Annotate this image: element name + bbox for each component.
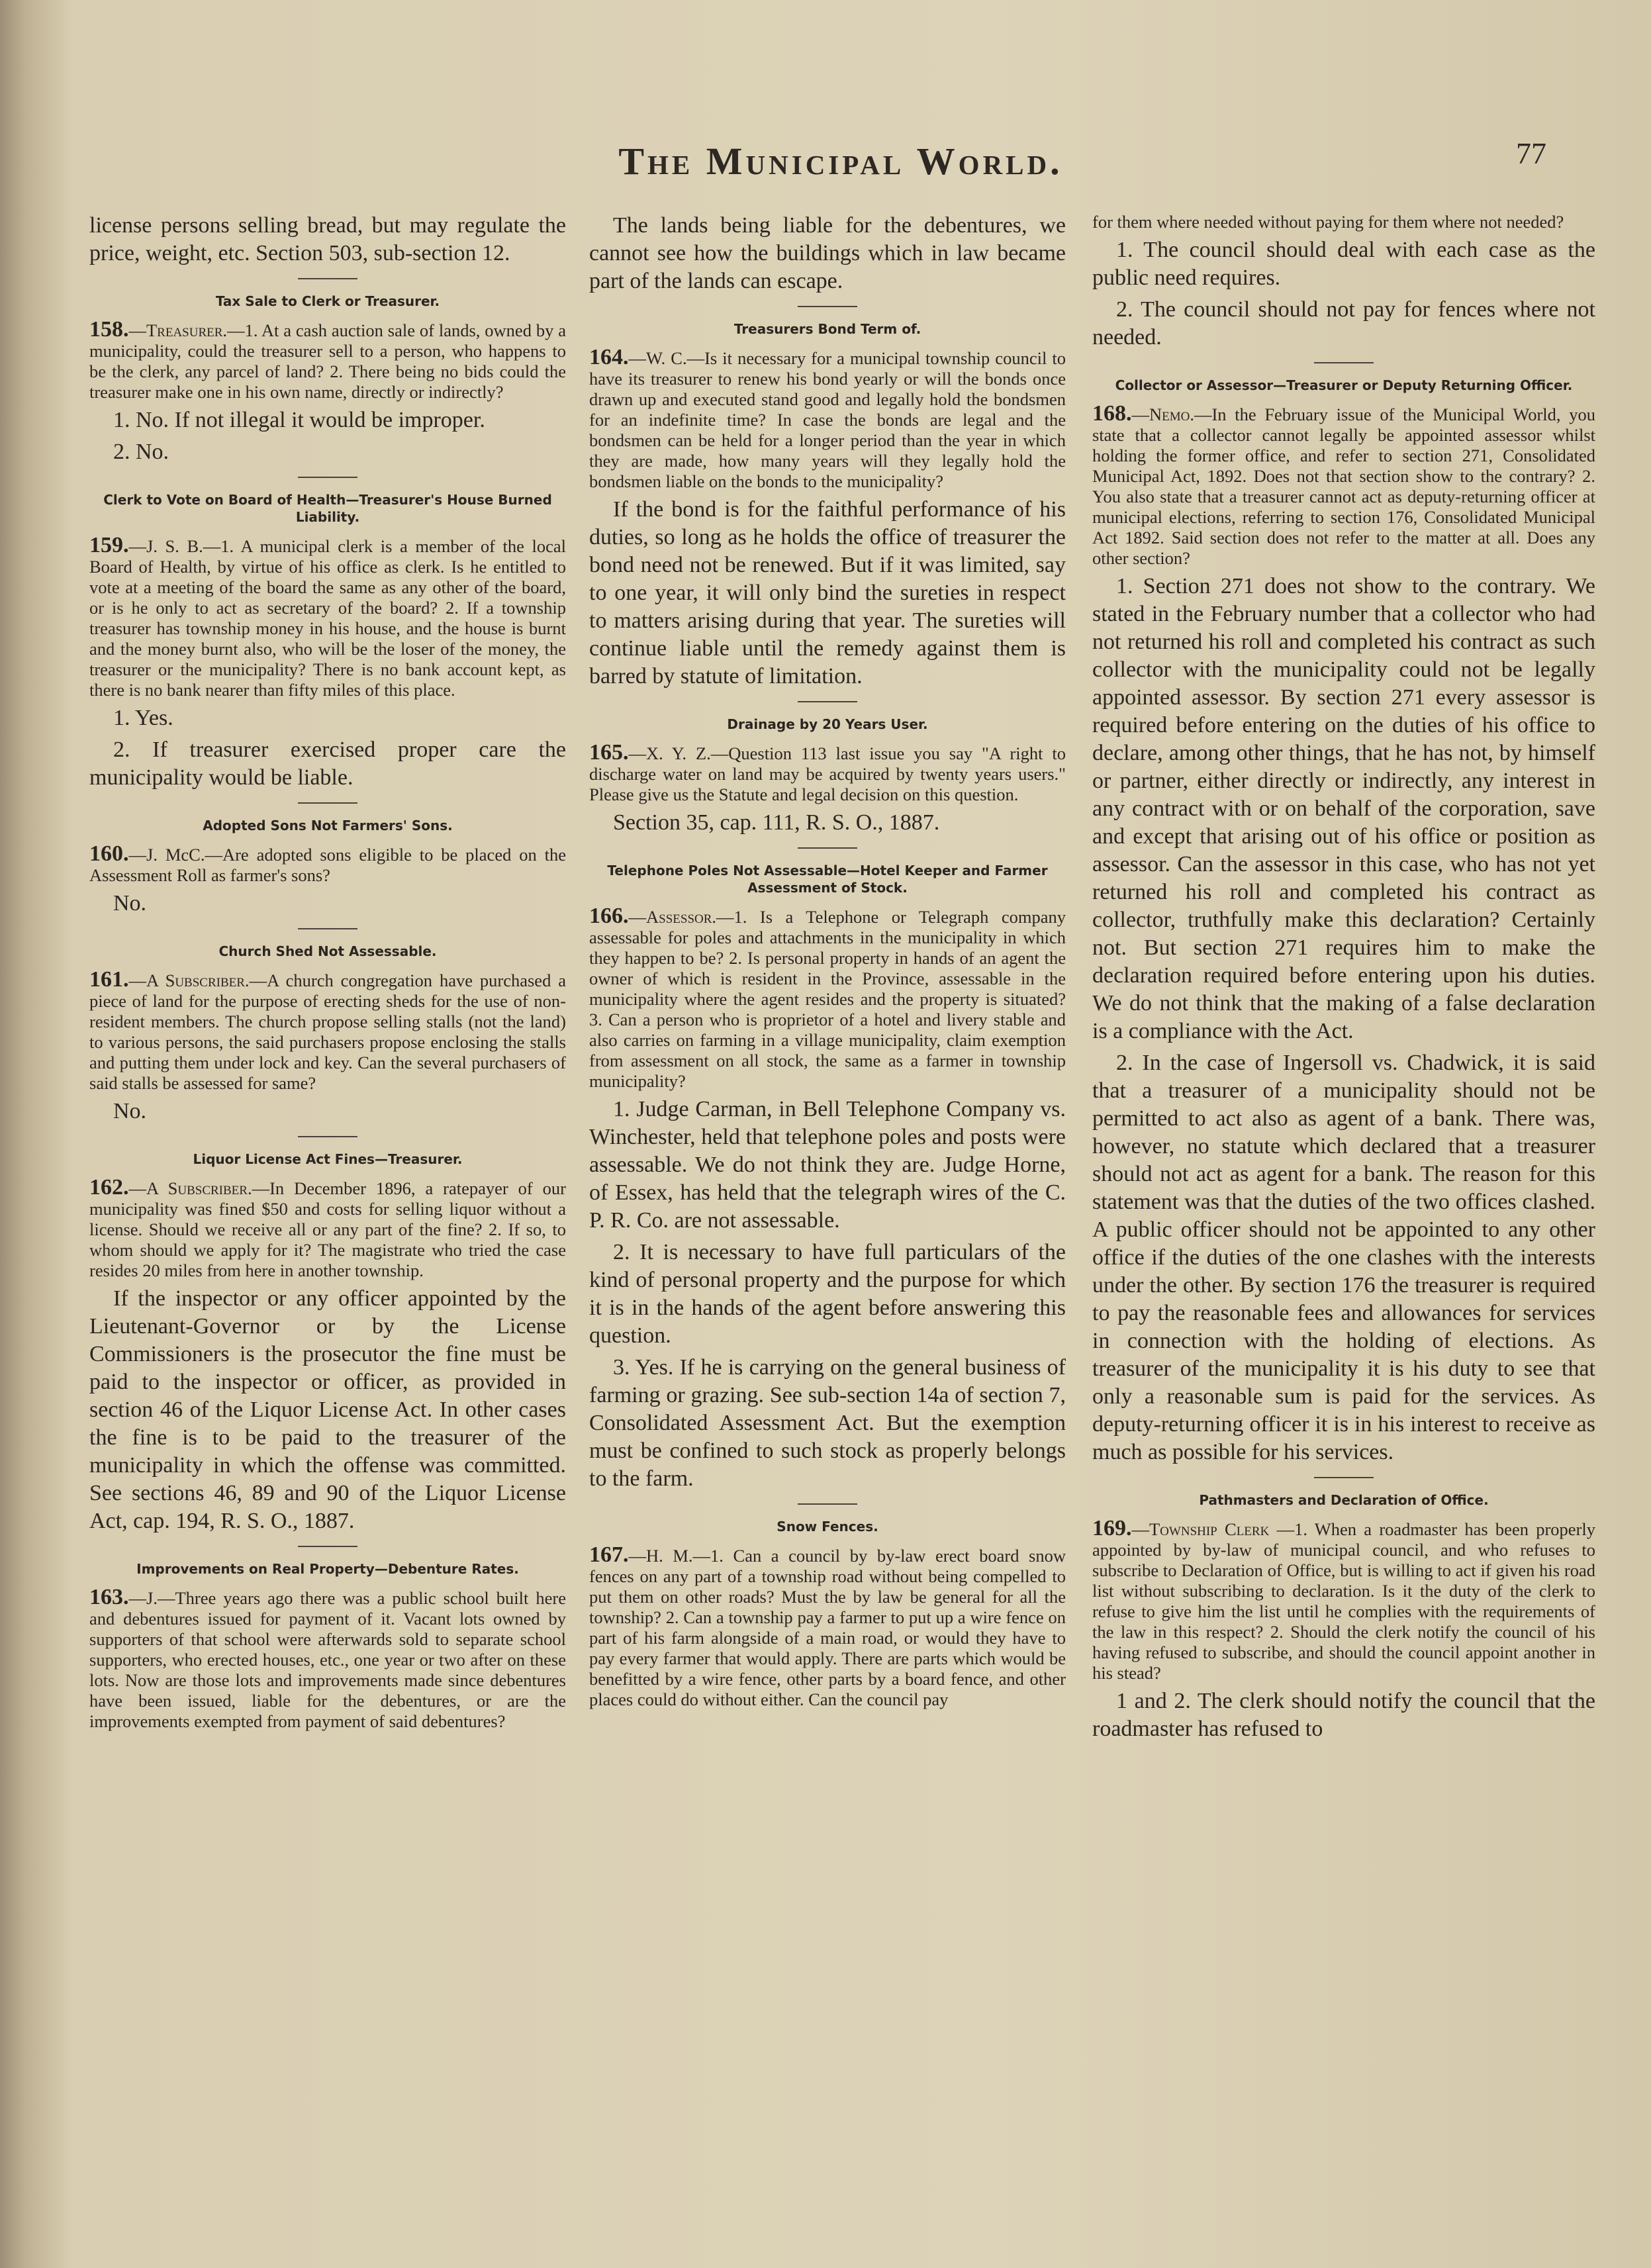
column-2 [589,212,1066,2238]
question-164 [589,347,1066,492]
answer: 1. Yes. [113,706,173,730]
question-169 [1092,1518,1595,1683]
question-text: —In December 1896, a ratepayer of our municipality was fined $50 and costs for selling liquor without a license. Should we receive all or any part of the fine? 2. If so, to whom should we apply for it? The magistrate who tried the case resides 20 miles from here in another township. [89,1178,566,1280]
column-1 [89,212,566,2238]
divider [298,278,357,279]
question-number: 164. [589,345,629,369]
section-heading: Clerk to Vote on Board of Health—Treasurer's House Burned Liability. [103,492,552,525]
question-168 [1092,403,1595,569]
question-number: 168. [1092,401,1132,426]
answer: No. [113,1099,147,1123]
divider [298,802,357,804]
question-text: —J. McC.—Are adopted sons eligible to be placed on the Assessment Roll as farmer's sons? [89,845,566,885]
section-heading: Liquor License Act Fines—Treasurer. [193,1151,463,1167]
question-162 [89,1177,566,1281]
answer: Section 35, cap. 111, R. S. O., 1887. [613,810,940,835]
answer: 1. Section 271 does not show to the contrary. We stated in the February number that a collector who had not returned his roll and completed his contract as such collector with the municipality could not be legally appointed assessor. By section 271 every assessor is required before entering on the duties of his office to declare, among other things, that he has not, by himself or partner, either directly or indirectly, any interest in any contract with or on behalf of the corporation, save and except that arising out of his office or position as assessor. Can the assessor in this case, who has not yet returned his roll and completed his contract as collector, truthfully make this declaration? Certainly not. But section 271 requires him to make the declaration required before entering upon his duties. We do not think that the making of a false declaration is a compliance with the Act. [1092,574,1595,1043]
question-author: —A Subscriber. [128,1178,252,1198]
answer: 2. It is necessary to have full particulars of the kind of personal property and the purpose for which it is in the hands of the agent before answering this question. [589,1240,1066,1348]
question-text: —X. Y. Z.—Question 113 last issue you say "A right to discharge water on land may be acquired by twenty years users." Please give us the Statute and legal decision on this question. [589,743,1066,804]
page-header-title: The Municipal World. [618,140,1063,183]
question-text: —J.—Three years ago there was a public school built here and debentures issued for payment of it. Vacant lots owned by supporters of that school were afterwards sold to separate school supporters, who erected houses, etc., one year or two after on these lots. Now are those lots and improvements made since debentures have been issued, liable for the debentures, or are the improvements exempted from payment of said debentures? [89,1588,566,1731]
question-number: 158. [89,317,129,342]
question-text: —1. At a cash auction sale of lands, owned by a municipality, could the treasurer sell to a person, who happens to be the clerk, any parcel of land? 2. There being no bids could the treasurer make one in his own name, directly or indirectly? [89,320,566,402]
section-heading: Improvements on Real Property—Debenture Rates. [136,1561,519,1577]
answer: 3. Yes. If he is carrying on the general business of farming or grazing. See sub-section 14a of section 7, Consolidated Assessment Act. But the exemption must be confined to such stock as properly belongs to the farm. [589,1355,1066,1491]
question-number: 167. [589,1542,629,1567]
section-heading: Pathmasters and Declaration of Office. [1199,1492,1489,1508]
question-author: —Nemo. [1131,404,1194,424]
answer: 1. The council should deal with each case as the public need requires. [1092,238,1595,290]
question-number: 159. [89,533,129,557]
answer: 2. If treasurer exercised proper care the municipality would be liable. [89,737,566,790]
question-163 [89,1587,566,1732]
question-number: 162. [89,1175,129,1200]
section-heading: Telephone Poles Not Assessable—Hotel Keeper and Farmer Assessment of Stock. [607,863,1048,896]
question-number: 166. [589,904,629,928]
answer: If the inspector or any officer appointed by the Lieutenant-Governor or by the License Commissioners is the prosecutor the fine must be paid to the inspector or officer, as provided in section 46 of the Liquor License Act. In other cases the fine is to be paid to the treasurer of the municipality in which the offense was committed. See sections 46, 89 and 90 of the Liquor License Act, cap. 194, R. S. O., 1887. [89,1286,566,1533]
question-161 [89,969,566,1094]
question-text: —A church congregation have purchased a piece of land for the purpose of erecting sheds for the use of non-resident members. The church propose selling stalls (not the land) to various persons, the said purchasers propose enclosing the stalls and putting them under lock and key. Can the several purchasers of said stalls be assessed for same? [89,970,566,1093]
question-text: —1. Is a Telephone or Telegraph company assessable for poles and attachments in the municipality in which they happen to be? 2. Is personal property in hands of an agent the owner of which is resident in the Province, assessable in the municipality where the agent resides and the property is situated? 3. Can a person who is proprietor of a hotel and livery stable and also carries on farming in a village municipality, claim exemption from assessment on all stock, the same as a farmer in township municipality? [589,907,1066,1091]
answer: 1 and 2. The clerk should notify the council that the roadmaster has refused to [1092,1689,1595,1741]
question-author: —Treasurer. [128,320,228,340]
page-number: 77 [1516,136,1546,170]
answer: 2. The council should not pay for fences where not needed. [1092,297,1595,350]
answer: 2. No. [113,440,169,464]
question-number: 163. [89,1585,129,1609]
divider [1314,362,1374,363]
question-text: —J. S. B.—1. A municipal clerk is a member of the local Board of Health, by virtue of his office as clerk. Is he entitled to vote at a meeting of the board the same as any other of the board, or is he only to act as secretary of the board? 2. If a township treasurer has township money in his house, and the house is burnt and the money burnt also, who will be the loser of the money, the treasurer or the municipality? There is no bank account kept, as there is no bank nearer than fifty miles of this place. [89,536,566,700]
question-165 [589,742,1066,805]
question-167 [589,1544,1066,1710]
divider [298,928,357,929]
section-heading: Snow Fences. [777,1519,878,1535]
continued-answer: license persons selling bread, but may regulate the price, weight, etc. Section 503, sub-section 12. [89,213,566,265]
column-3 [1092,212,1595,2238]
section-heading: Church Shed Not Assessable. [218,943,437,959]
answer: 1. Judge Carman, in Bell Telephone Company vs. Winchester, held that telephone poles and posts were assessable. We do not think they are. Judge Horne, of Essex, has held that the telegraph wires of the C. P. R. Co. are not assessable. [589,1097,1066,1233]
question-text: —In the February issue of the Municipal World, you state that a collector cannot legally be appointed assessor whilst holding the former office, and refer to section 271, Consolidated Municipal Act, 1892. Does not that section show to the contrary? 2. You also state that a treasurer cannot act as deputy-returning officer at municipal elections, referring to section 176, Consolidated Municipal Act 1892. Said section does not refer to the matter at all. Does any other section? [1092,404,1595,568]
question-number: 169. [1092,1516,1132,1540]
answer: 1. No. If not illegal it would be improper. [113,408,485,432]
divider [798,847,857,849]
divider [798,701,857,702]
question-text: —H. M.—1. Can a council by by-law erect board snow fences on any part of a township road without being compelled to put them on other roads? Must the by law be general for all the township? 2. Can a township pay a farmer to put up a wire fence on part of his farm alongside of a main road, or would they have to pay every farmer that would apply. There are parts which would be benefitted by a wire fence, other parts by a board fence, and other places could do without either. Can the council pay [589,1546,1066,1709]
question-160 [89,843,566,886]
question-text: —W. C.—Is it necessary for a municipal township council to have its treasurer to renew his bond yearly or will the bonds once drawn up and executed stand good and legally hold the bondsmen for an indefinite time? In case the bonds are legal and the bondsmen can be held for a longer period than the year in which they are made, how many years will they legally hold the bondsmen liable on the bonds to the municipality? [589,348,1066,491]
question-number: 160. [89,841,129,866]
question-166 [589,906,1066,1092]
question-number: 165. [589,740,629,765]
divider [798,1503,857,1505]
divider [298,477,357,478]
answer: The lands being liable for the debentures, we cannot see how the buildings which in law became part of the lands can escape. [589,213,1066,293]
answer: If the bond is for the faithful performance of his duties, so long as he holds the office of treasurer the bond need not be renewed. But if it was limited, say to one year, it will only bind the sureties in respect to matters arising during that year. The sureties will continue liable until the remedy against them is barred by statute of limitation. [589,497,1066,688]
answer: 2. In the case of Ingersoll vs. Chadwick, it is said that a treasurer of a municipality should not be permitted to act also as agent of a bank. There was, however, no statute which declared that a treasurer should not act as agent for a bank. The reason for this statement was that the duties of the two offices clashed. A public officer should not be appointed to any other office if the duties of the one clashes with the interests under the other. By section 176 the treasurer is required to pay the reasonable fees and allowances for services in connection with the holding of elections. As treasurer of the municipality it is his duty to see that only a reasonable sum is paid for the services. As deputy-returning officer it is in his interest to receive as much as possible for his services. [1092,1051,1595,1464]
divider [798,306,857,307]
section-heading: Treasurers Bond Term of. [733,321,921,337]
section-heading: Drainage by 20 Years User. [727,716,928,732]
divider [298,1546,357,1547]
question-author: —Township Clerk [1131,1519,1270,1539]
section-heading: Tax Sale to Clerk or Treasurer. [215,293,440,309]
question-158 [89,319,566,402]
question-167-continued: for them where needed without paying for them where not needed? [1092,212,1564,232]
section-heading: Adopted Sons Not Farmers' Sons. [203,818,453,833]
section-heading: Collector or Assessor—Treasurer or Deputy Returning Officer. [1115,377,1573,393]
question-text: —1. When a roadmaster has been properly appointed by by-law of municipal council, and who refuses to subscribe to Declaration of Office, but is willing to act if given his road list without subscribing to declaration. Is it the duty of the clerk to refuse to give him the list until he complies with the requirements of the law in this respect? 2. Should the clerk notify the council of his having refused to subscribe, and should the council appoint another in his stead? [1092,1519,1595,1683]
answer: No. [113,891,147,916]
question-author: —Assessor. [628,907,717,927]
divider [1314,1477,1374,1478]
question-number: 161. [89,967,129,992]
divider [298,1136,357,1137]
question-159 [89,535,566,700]
question-author: —A Subscriber. [128,970,250,990]
